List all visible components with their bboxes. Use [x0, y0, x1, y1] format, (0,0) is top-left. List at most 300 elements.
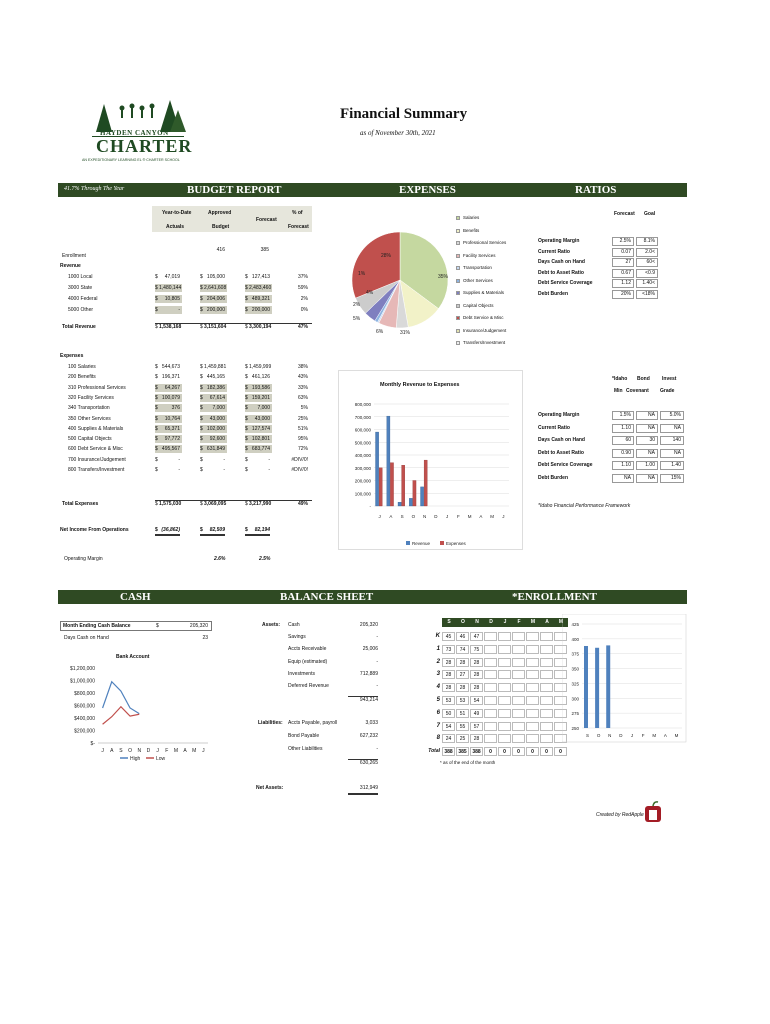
expense-total-forecast: 3,217,990 [249, 501, 272, 507]
enrollment-ytick: 275 [571, 711, 579, 717]
cash-bar: CASH [58, 590, 238, 604]
revenue-ytick: 500,000 [354, 440, 371, 446]
dollar-sign: $ [156, 623, 159, 629]
enroll-cell: 0 [540, 747, 553, 756]
net-income-dollar: $ [200, 527, 203, 533]
enroll-cell [484, 734, 497, 743]
expense-row-dollar: $ [200, 456, 203, 463]
enroll-cell: 73 [442, 645, 455, 654]
enroll-cell [484, 683, 497, 692]
enrollment-forecast: 385 [260, 247, 269, 253]
enroll-cell [484, 722, 497, 731]
expense-row-label: 700 Insurance/Judgement [68, 456, 126, 463]
expenses-pie-chart [340, 200, 460, 350]
revenue-xtick: O [411, 514, 416, 519]
net-income-underline [245, 534, 270, 536]
expense-row-budget: 7,000 [212, 405, 225, 412]
revenue-row-dollar: $ [245, 274, 248, 280]
revenue-bar-expenses [413, 481, 416, 507]
enroll-cell: 27 [456, 670, 469, 679]
legend-swatch [456, 279, 460, 283]
revenue-xtick: S [400, 514, 404, 519]
expense-row-label: 600 Debt Service & Misc [68, 446, 123, 453]
enroll-cell [512, 709, 525, 718]
expense-row-dollar: $ [200, 425, 203, 432]
revenue-bar-revenue [387, 416, 390, 506]
expense-row-dollar: $ [200, 374, 203, 381]
enroll-month: J [503, 619, 507, 625]
expense-row-pct: 95% [297, 436, 308, 443]
expense-row-dollar: $ [155, 467, 158, 473]
revenue-bar-revenue [421, 487, 424, 506]
idaho-min: 1.10 [612, 424, 634, 433]
enroll-cell [540, 670, 553, 679]
revenue-row-pct: 37% [297, 274, 308, 280]
enroll-cell [498, 709, 511, 718]
revenue-label: Revenue [60, 263, 81, 269]
bank-ytick: $800,000 [74, 691, 95, 697]
idaho-label: Debt Burden [538, 474, 568, 481]
bank-ytick: $200,000 [74, 728, 95, 735]
expense-row-label: 800 Transfers/Investment [68, 467, 125, 473]
bank-xtick: A [183, 748, 187, 754]
net-income-ytd: (36,862) [161, 527, 180, 533]
enroll-cell: 0 [512, 747, 525, 756]
expense-total-label: Total Expenses [62, 501, 99, 507]
enroll-cell [540, 645, 553, 654]
pie-slice-label: 2% [353, 302, 361, 308]
revenue-row-dollar: $ [200, 274, 203, 280]
enroll-cell: 28 [442, 658, 455, 667]
expense-row-dollar: $ [245, 467, 248, 473]
enroll-cell: 28 [470, 734, 483, 743]
net-assets-line [348, 793, 378, 795]
enroll-cell [498, 658, 511, 667]
logo-line2: CHARTER [96, 136, 193, 156]
net-income-underline [200, 534, 225, 536]
revenue-legend-swatch [440, 541, 444, 545]
asset-label: Equip (estimated) [288, 658, 328, 665]
enroll-cell: 57 [470, 722, 483, 731]
ratio-label: Debt to Asset Ratio [538, 269, 584, 276]
col-approved-2: Budget [212, 224, 230, 230]
enroll-cell [484, 645, 497, 654]
enrollment-ytick: 400 [571, 636, 579, 642]
bank-xtick: F [165, 748, 169, 754]
pie-slice-label: 5% [353, 316, 361, 322]
month-end-value: 205,320 [189, 623, 208, 629]
enroll-cell: 25 [456, 734, 469, 743]
enroll-cell [512, 683, 525, 692]
idaho-bond: NA [636, 411, 658, 420]
revenue-row-budget: 105,000 [206, 274, 225, 280]
enroll-cell [484, 670, 497, 679]
bank-xtick: J [202, 748, 205, 754]
enroll-cell [540, 632, 553, 641]
expense-row-ytd: 97,772 [164, 436, 180, 443]
enroll-month: S [447, 619, 451, 625]
asset-label: Accts Receivable [288, 646, 327, 653]
enroll-month: F [517, 619, 521, 625]
revenue-row-budget: 204,006 [206, 296, 225, 302]
revenue-total-budget: 3,151,604 [204, 324, 227, 330]
asset-value: 25,006 [362, 646, 378, 653]
bank-line-high [103, 682, 140, 714]
expense-row-dollar: $ [155, 364, 158, 370]
enroll-cell: 74 [456, 645, 469, 654]
legend-label: Insurance/Judgement [463, 327, 507, 333]
enroll-cell [526, 645, 539, 654]
enroll-cell: 54 [442, 722, 455, 731]
idaho-min: 1.5% [612, 411, 634, 420]
expense-row-dollar: $ [200, 415, 203, 422]
net-income-dollar: $ [155, 527, 158, 533]
legend-swatch [456, 341, 460, 345]
expense-row-forecast: 159,201 [251, 394, 270, 401]
legend-label: Capital Objects [463, 302, 494, 308]
revenue-bar-expenses [424, 460, 427, 506]
enroll-month: M [558, 619, 564, 625]
revenue-row-budget: 200,000 [206, 307, 225, 313]
enroll-cell [498, 722, 511, 731]
enroll-cell [512, 696, 525, 705]
idaho-header-2: Min [614, 388, 623, 394]
enroll-grade: K [435, 633, 440, 639]
revenue-row-ytd: 1,480,144 [159, 285, 182, 291]
expense-total-dollar: $ [245, 501, 248, 507]
enrollment-budget: 416 [216, 247, 225, 253]
enrollment-ytick: 375 [571, 651, 579, 657]
enrollment-xtick: M [652, 733, 657, 738]
enrollment-ytick: 250 [571, 726, 579, 731]
pie-slice-label: 1% [358, 271, 366, 277]
expense-row-dollar: $ [200, 436, 203, 443]
bond-header-1: Bond [637, 376, 650, 382]
ratio-goal: <0.9 [636, 269, 658, 278]
revenue-row-pct: 59% [297, 285, 308, 291]
idaho-bond: 30 [636, 436, 658, 445]
bank-xtick: M [173, 748, 179, 754]
bank-ytick: $1,000,000 [69, 678, 95, 685]
bank-chart-svg [58, 660, 218, 770]
revenue-ytick: 100,000 [354, 491, 371, 497]
enrollment-bar: *ENROLLMENT [430, 590, 687, 604]
expense-row-dollar: $ [245, 374, 248, 381]
expense-row-label: 350 Other Services [68, 415, 111, 422]
legend-swatch [456, 316, 460, 320]
enroll-cell [484, 658, 497, 667]
liability-value: - [376, 746, 378, 752]
enroll-month: O [461, 619, 465, 625]
enrollment-ytick: 300 [571, 696, 579, 702]
month-end-label: Month Ending Cash Balance [63, 623, 131, 629]
expense-row-dollar: $ [155, 374, 158, 381]
enroll-cell: 53 [456, 696, 469, 705]
expense-row-dollar: $ [245, 446, 248, 453]
bank-xtick: O [128, 748, 133, 754]
expense-row-dollar: $ [155, 456, 158, 463]
revenue-row-forecast: 2,483,460 [249, 285, 272, 291]
expense-row-ytd: 10,764 [164, 415, 180, 422]
operating-margin-label: Operating Margin [64, 556, 103, 562]
revenue-total-pct: 47% [297, 324, 308, 330]
expense-row-pct: 72% [297, 446, 308, 453]
bank-line-low [103, 707, 140, 725]
expense-row-pct: 33% [297, 384, 308, 391]
revenue-xtick: N [423, 514, 427, 519]
idaho-bond: 1.00 [636, 461, 658, 470]
expense-row-dollar: $ [245, 425, 248, 432]
asset-label: Savings [288, 634, 306, 641]
revenue-xtick: F [457, 514, 460, 519]
bank-ytick: $- [90, 741, 95, 747]
bank-ytick: $400,000 [74, 716, 95, 722]
operating-margin-budget: 2.6% [214, 556, 226, 562]
ratio-forecast: 1.12 [612, 279, 634, 288]
expense-row-dollar: $ [245, 394, 248, 401]
pie-slice-label: 6% [376, 329, 384, 335]
enrollment-xtick: A [663, 733, 667, 738]
revenue-total-forecast: 3,300,194 [249, 324, 272, 330]
assets-label: Assets: [262, 622, 281, 628]
expense-row-budget: 67,614 [209, 394, 225, 401]
enroll-cell [526, 709, 539, 718]
enrollment-xtick: N [608, 733, 612, 738]
asset-value: - [376, 658, 378, 665]
revenue-row-ytd: 10,805 [164, 296, 180, 302]
enroll-cell [526, 632, 539, 641]
revenue-ytick: 200,000 [354, 478, 371, 484]
expenses-label: Expenses [60, 353, 84, 359]
enroll-grade: 2 [436, 658, 440, 665]
revenue-row-label: 3000 State [68, 285, 93, 291]
ratio-goal: 8.1% [636, 237, 658, 246]
revenue-row-dollar: $ [245, 296, 248, 302]
assets-total: 943,214 [359, 697, 378, 703]
ratio-goal: <18% [636, 290, 658, 299]
legend-label: Transfers/Investment [463, 340, 506, 345]
enrollment-bar [595, 648, 599, 728]
enroll-cell: 28 [442, 683, 455, 692]
enroll-cell: 28 [456, 658, 469, 667]
net-income-underline [155, 534, 180, 536]
enrollment-bar [606, 645, 610, 728]
revenue-total-label: Total Revenue [62, 324, 96, 330]
enrollment-chart-frame [562, 614, 686, 742]
net-income-label: Net Income From Operations [60, 527, 129, 533]
revenue-row-dollar: $ [200, 285, 203, 291]
days-cash-label: Days Cash on Hand [64, 635, 109, 641]
asset-label: Investments [288, 670, 315, 677]
ratio-label: Current Ratio [538, 248, 570, 255]
enroll-cell: 0 [526, 747, 539, 756]
revenue-row-ytd: - [178, 307, 180, 313]
revenue-ytick: 600,000 [354, 427, 371, 433]
enroll-cell [498, 696, 511, 705]
pie-svg [340, 200, 460, 350]
col-forecast: Forecast [256, 217, 277, 223]
enrollment-bar [584, 646, 588, 728]
revenue-row-dollar: $ [200, 307, 203, 313]
expense-row-pct: #DIV/0! [291, 456, 308, 463]
enroll-grade: 3 [436, 671, 440, 678]
expense-row-dollar: $ [245, 415, 248, 422]
legend-swatch [456, 241, 460, 245]
enroll-cell [526, 734, 539, 743]
revenue-chart-svg [338, 370, 523, 550]
revenue-row-dollar: $ [245, 285, 248, 291]
enroll-cell: 0 [484, 747, 497, 756]
expense-row-dollar: $ [155, 415, 158, 422]
ratio-label: Debt Service Coverage [538, 280, 593, 286]
enroll-cell: 28 [442, 670, 455, 679]
expense-row-forecast: - [268, 456, 270, 463]
bank-xtick: M [192, 748, 197, 754]
pie-slice-label: 28% [381, 253, 392, 259]
net-assets-value: 312,949 [359, 785, 378, 791]
expense-row-forecast: 7,000 [257, 405, 270, 412]
expense-row-budget: - [223, 467, 225, 473]
expense-total-budget: 3,069,095 [204, 501, 227, 507]
revenue-row-forecast: 127,413 [251, 274, 270, 280]
enroll-cell: 51 [456, 709, 469, 718]
revenue-row-ytd: 47,019 [164, 274, 180, 280]
revenue-bar-expenses [379, 468, 382, 506]
bank-legend-label: Low [156, 756, 166, 762]
legend-label: Benefits [463, 227, 480, 233]
bank-ytick: $600,000 [74, 703, 95, 710]
idaho-label: Debt Service Coverage [538, 462, 593, 468]
enroll-cell: 49 [470, 709, 483, 718]
pie-slice-label: 35% [438, 274, 449, 280]
enroll-cell [540, 683, 553, 692]
revenue-bar-expenses [390, 463, 393, 506]
expense-row-dollar: $ [245, 384, 248, 391]
ratio-forecast: 0.07 [612, 248, 634, 257]
enroll-grade: 8 [436, 735, 440, 742]
enroll-cell: 55 [456, 722, 469, 731]
expense-total-pct: 49% [297, 501, 308, 507]
revenue-row-budget: 2,641,608 [204, 285, 227, 291]
ratio-forecast: 27 [612, 258, 634, 267]
enroll-grade: 1 [436, 645, 440, 652]
idaho-invest: 1.40 [660, 461, 684, 470]
enroll-cell: 0 [498, 747, 511, 756]
asset-value: - [376, 634, 378, 641]
ratio-label: Debt Burden [538, 290, 568, 297]
net-income-dollar: $ [245, 527, 248, 533]
ratio-forecast: 20% [612, 290, 634, 299]
asset-value: 205,320 [359, 622, 378, 628]
net-assets-label: Net Assets: [256, 785, 284, 791]
page-subtitle: as of November 30th, 2021 [360, 129, 436, 137]
bank-legend-label: High [130, 756, 141, 762]
enroll-cell: 54 [470, 696, 483, 705]
liability-label: Bond Payable [288, 733, 320, 739]
bank-ytick: $1,200,000 [69, 666, 95, 672]
invest-header-2: Grade [660, 388, 675, 394]
ratio-goal: 1.40< [636, 279, 658, 288]
bond-header-2: Covenant [626, 388, 649, 394]
expense-row-budget: 631,849 [206, 446, 225, 453]
idaho-min: 60 [612, 436, 634, 445]
idaho-header-1: *Idaho [612, 376, 628, 382]
ratio-goal: 60< [636, 258, 658, 267]
expense-row-dollar: $ [200, 364, 203, 370]
through-year-label: 41.7% Through The Year [64, 186, 125, 192]
revenue-row-dollar: $ [245, 307, 248, 313]
revenue-xtick: J [378, 514, 381, 519]
expense-row-dollar: $ [200, 405, 203, 412]
created-by: Created by RedApple [596, 812, 644, 818]
expense-row-pct: 38% [297, 364, 308, 370]
ratio-goal: 2.0< [636, 248, 658, 257]
idaho-invest: 5.0% [660, 411, 684, 420]
expense-row-pct: 5% [300, 405, 308, 412]
enrollment-xtick: S [586, 733, 590, 738]
col-pct-2: Forecast [288, 224, 309, 230]
ratio-label: Days Cash on Hand [538, 259, 585, 265]
idaho-label: Days Cash on Hand [538, 437, 585, 443]
expense-row-budget: - [223, 456, 225, 463]
logo-line1: HAYDEN CANYON [100, 129, 169, 137]
revenue-bar-expenses [402, 465, 405, 506]
expense-row-dollar: $ [155, 384, 158, 391]
revenue-row-label: 4000 Federal [68, 296, 98, 302]
enroll-cell: 75 [470, 645, 483, 654]
revenue-ytick: - [369, 504, 371, 509]
expense-row-ytd: 65,371 [164, 425, 180, 432]
net-income-forecast: 82,194 [254, 527, 270, 533]
enroll-cell [484, 632, 497, 641]
enroll-cell [526, 683, 539, 692]
enroll-cell [512, 722, 525, 731]
expense-row-budget: 102,000 [206, 425, 225, 432]
legend-swatch [456, 291, 460, 295]
expense-row-dollar: $ [155, 394, 158, 401]
enrollment-footnote: * as of the end of the month [440, 760, 496, 765]
revenue-xtick: M [467, 514, 472, 519]
expense-row-budget: 43,000 [209, 415, 225, 422]
enroll-cell [526, 670, 539, 679]
enroll-cell: 53 [442, 696, 455, 705]
enrollment-ytick: 325 [571, 681, 579, 687]
enrollment-xtick: M [674, 733, 679, 738]
expense-row-ytd: 544,673 [161, 364, 180, 370]
balance-sheet-bar: BALANCE SHEET [238, 590, 430, 604]
expense-total-dollar: $ [155, 501, 158, 507]
revenue-ytick: 800,000 [354, 402, 371, 407]
expense-row-label: 320 Facility Services [68, 394, 114, 401]
enroll-cell: 47 [470, 632, 483, 641]
enrollment-xtick: F [641, 733, 645, 738]
idaho-bond: NA [636, 424, 658, 433]
expense-row-ytd: 495,567 [161, 446, 180, 453]
idaho-invest: 15% [660, 474, 684, 483]
enrollment-ytick: 425 [571, 622, 579, 627]
enroll-cell [540, 722, 553, 731]
asset-label: Deferred Revenue [288, 683, 329, 689]
asset-value: 712,889 [359, 670, 378, 677]
revenue-row-label: 1000 Local [68, 274, 93, 280]
revenue-legend-swatch [406, 541, 410, 545]
ratios-col-goal: Goal [644, 211, 656, 217]
enroll-month: N [475, 619, 479, 625]
revenue-row-dollar: $ [200, 296, 203, 302]
revenue-bar-revenue [376, 432, 379, 506]
enroll-cell [540, 734, 553, 743]
enroll-cell: 28 [456, 683, 469, 692]
